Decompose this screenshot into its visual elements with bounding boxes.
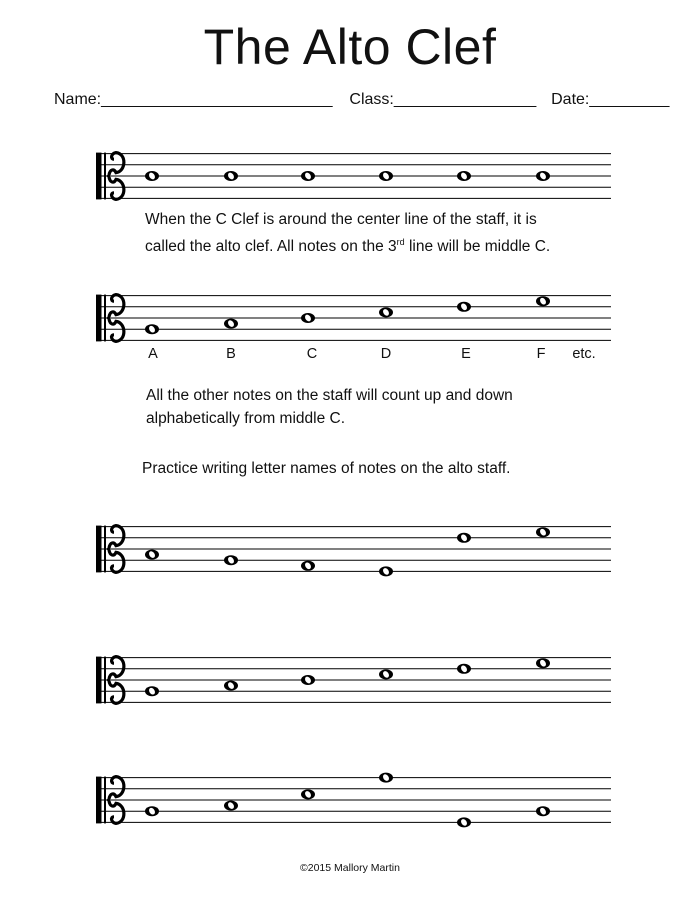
whole-note <box>457 817 471 827</box>
intro-line-2: called the alto clef. All notes on the 3rd line will be middle C. <box>145 237 551 256</box>
letter-b: B <box>226 346 236 362</box>
whole-note <box>457 302 471 312</box>
intro-line-1: When the C Clef is around the center line of the staff, it is <box>145 211 537 228</box>
whole-note <box>145 550 159 560</box>
letter-d: D <box>380 346 392 362</box>
whole-note <box>379 566 393 576</box>
whole-note <box>536 171 550 181</box>
practice-staff-3 <box>0 766 700 832</box>
letter-e: E <box>461 346 471 362</box>
whole-note <box>224 555 238 565</box>
whole-note <box>379 773 393 783</box>
whole-note <box>301 789 315 799</box>
letter-a: A <box>148 346 158 362</box>
whole-note <box>457 171 471 181</box>
whole-note <box>145 686 159 696</box>
whole-note <box>224 681 238 691</box>
practice-staff-2 <box>0 648 700 708</box>
explain-line-1: All the other notes on the staff will count up and down <box>146 387 513 404</box>
note-letter-row <box>0 346 700 366</box>
practice-staff-1 <box>0 516 700 588</box>
whole-note <box>145 171 159 181</box>
explain-paragraph <box>146 384 513 430</box>
whole-note <box>536 658 550 668</box>
ordinal-suffix: rd <box>396 237 405 247</box>
whole-note <box>224 319 238 329</box>
staff-a-to-f <box>0 284 700 344</box>
whole-note <box>379 669 393 679</box>
whole-note <box>301 675 315 685</box>
whole-note <box>379 307 393 317</box>
letter-f: F <box>536 346 546 362</box>
whole-note <box>224 171 238 181</box>
whole-note <box>145 806 159 816</box>
page-title: The Alto Clef <box>203 19 497 75</box>
whole-note <box>536 527 550 537</box>
whole-note <box>301 313 315 323</box>
whole-note <box>145 324 159 334</box>
whole-note <box>379 171 393 181</box>
whole-note <box>224 801 238 811</box>
practice-instructions: Practice writing letter names of notes on the alto staff. <box>142 460 511 477</box>
whole-note <box>536 296 550 306</box>
explain-line-2: alphabetically from middle C. <box>146 410 346 427</box>
whole-note <box>457 664 471 674</box>
date-field[interactable]: Date:_________ <box>551 91 670 108</box>
whole-note <box>301 171 315 181</box>
staff-middle-c <box>0 150 700 210</box>
header-fields <box>54 91 670 109</box>
copyright-footer: ©2015 Mallory Martin <box>300 862 400 874</box>
whole-note <box>536 806 550 816</box>
etc-label: etc. <box>572 346 596 362</box>
name-field[interactable]: Name:__________________________ <box>54 91 333 108</box>
intro-paragraph <box>145 208 550 258</box>
class-field[interactable]: Class:________________ <box>349 91 537 108</box>
whole-note <box>457 533 471 543</box>
letter-c: C <box>306 346 318 362</box>
whole-note <box>301 561 315 571</box>
